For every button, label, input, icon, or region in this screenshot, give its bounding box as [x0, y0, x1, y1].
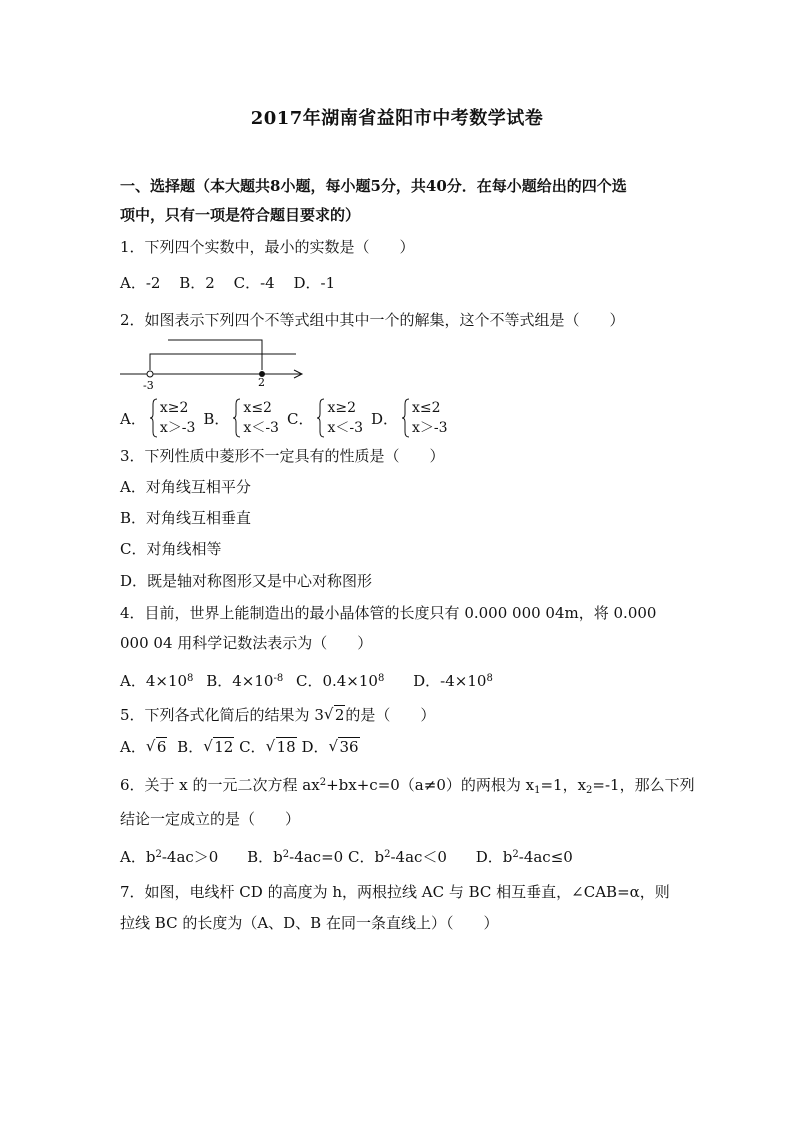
question-4-options	[120, 669, 493, 691]
option-d: D．$-4\times 10^8$	[413, 672, 493, 690]
question-1-stem: 1．下列四个实数中，最小的实数是（ ）	[120, 238, 415, 256]
question-2-stem: 2．如图表示下列四个不等式组中其中一个的解集，这个不等式组是（ ）	[120, 311, 625, 329]
question-6-stem-line-1: 6．关于 x 的一元二次方程 $ax^2+bx+c=0(a\ne 0)$的两根为 $x_1=1$，$x_2=-1$，那么下列	[120, 776, 695, 796]
question-5-stem: 5．下列各式化简后的结果为 3√ 2的是（ ）	[120, 705, 435, 725]
option-a: A．-2	[120, 274, 161, 292]
inequality-system: x≤2 x＞-3	[402, 398, 448, 438]
brace-icon	[317, 398, 325, 438]
option-c: C． x≥2 x＜-3	[286, 400, 363, 436]
option-a: A． x≥2 x＞-3	[120, 400, 196, 436]
option-a: A．$4\times 10^8$	[120, 672, 194, 690]
inequality-system: x≥2 x＞-3	[150, 398, 196, 438]
solution-ray-greater-than	[150, 354, 296, 370]
question-3-option-a: A．对角线互相平分	[120, 478, 251, 496]
option-b: B．$b^2-4ac=0$	[247, 848, 344, 866]
option-d: D． x≤2 x＞-3	[371, 400, 448, 436]
brace-icon	[150, 398, 158, 438]
question-4-stem-line-2: 000 04 用科学记数法表示为（ ）	[120, 634, 373, 652]
option-c: C．-4	[233, 274, 275, 292]
label-minus-3: -3	[143, 379, 154, 392]
question-5-options	[120, 737, 360, 757]
brace-icon	[402, 398, 410, 438]
option-c: C．√ 18	[239, 738, 297, 756]
option-b: B． x≤2 x＜-3	[203, 400, 279, 436]
section-header-line-2: 项中，只有一项是符合题目要求的）	[120, 206, 361, 224]
option-b: B．$4\times 10^{-8}$	[206, 672, 284, 690]
question-3-option-b: B．对角线互相垂直	[120, 509, 252, 527]
brace-icon	[233, 398, 241, 438]
option-a: A．√ 6	[120, 738, 167, 756]
question-7-stem-line-2: 拉线 BC 的长度为（A、D、B 在同一条直线上）（ ）	[120, 914, 499, 932]
label-2: 2	[258, 376, 265, 389]
option-d: D．√ 36	[301, 738, 359, 756]
question-6-stem-line-2: 结论一定成立的是（ ）	[120, 810, 301, 828]
section-header-line-1: 一、选择题（本大题共8小题，每小题5分，共40分．在每小题给出的四个选	[120, 177, 627, 195]
option-b: B．2	[179, 274, 215, 292]
question-2-options	[120, 396, 456, 440]
inequality-system: x≥2 x＜-3	[317, 398, 363, 438]
option-c: C．$b^2-4ac<0$	[347, 848, 447, 866]
option-d: D．$b^2-4ac\le 0$	[475, 848, 573, 866]
option-b: B．√ 12	[177, 738, 234, 756]
sqrt-symbol: √ 2	[325, 705, 346, 725]
question-7-stem-line-1: 7．如图，电线杆 CD 的高度为 h，两根拉线 AC 与 BC 相互垂直，∠CAB=α，则	[120, 883, 670, 901]
page-title: 2017年湖南省益阳市中考数学试卷	[250, 108, 544, 129]
option-a: A．$b^2-4ac>0$	[120, 848, 219, 866]
question-6-options	[120, 845, 573, 867]
number-line-figure	[118, 336, 318, 392]
question-3-option-c: C．对角线相等	[120, 540, 222, 558]
question-3-stem: 3．下列性质中菱形不一定具有的性质是（ ）	[120, 447, 445, 465]
open-point	[147, 371, 153, 377]
option-d: D．-1	[293, 274, 336, 292]
inequality-system: x≤2 x＜-3	[233, 398, 279, 438]
question-3-option-d: D．既是轴对称图形又是中心对称图形	[120, 572, 373, 590]
question-4-stem-line-1: 4．目前，世界上能制造出的最小晶体管的长度只有 0.000 000 04m，将 0.000	[120, 604, 657, 622]
question-1-options	[120, 273, 335, 293]
solution-ray-less-equal	[168, 340, 262, 370]
option-c: C．$0.4\times 10^8$	[295, 672, 385, 690]
